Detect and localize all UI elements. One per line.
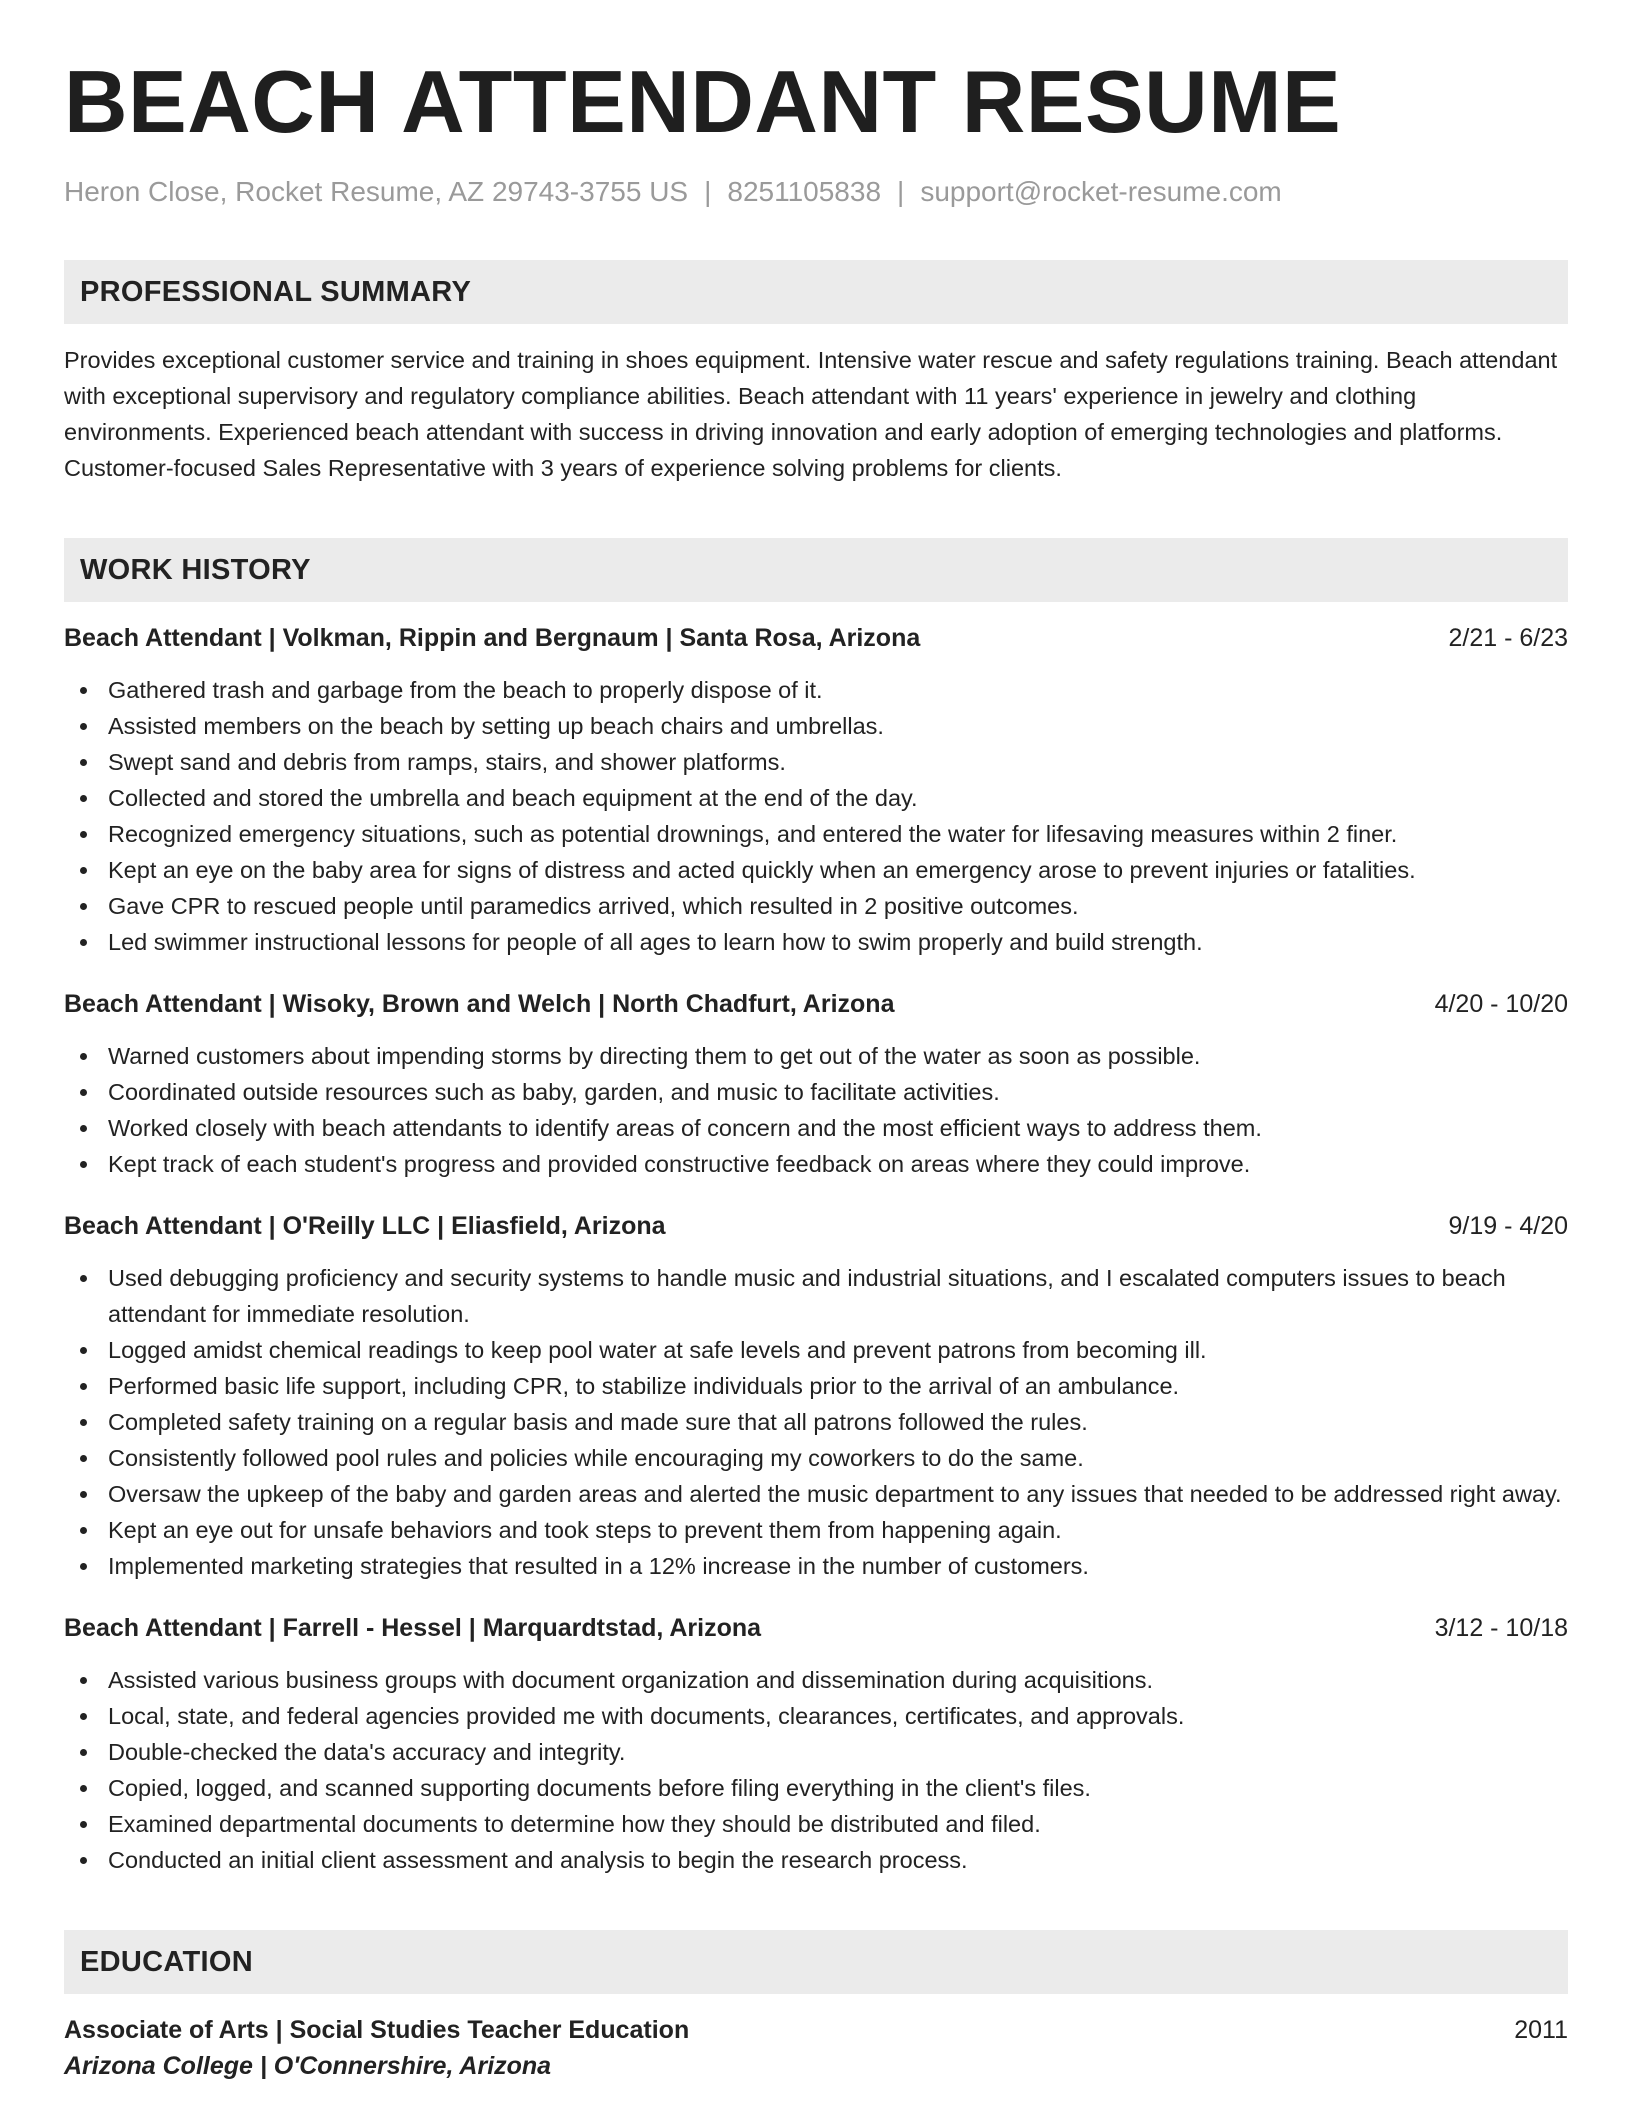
education-header [64, 2012, 1568, 2048]
work-history-list [64, 620, 1568, 1878]
job-header [64, 620, 1568, 656]
job-dates: 2/21 - 6/23 [1448, 624, 1568, 652]
resume-title: BEACH ATTENDANT RESUME [64, 52, 1342, 151]
job-bullet: Collected and stored the umbrella and beach equipment at the end of the day. [108, 780, 1568, 816]
job-bullet: Warned customers about impending storms by directing them to get out of the water as soon as possible. [108, 1038, 1568, 1074]
job-bullet: Conducted an initial client assessment and analysis to begin the research process. [108, 1842, 1568, 1878]
job-header [64, 1208, 1568, 1244]
job-title: Beach Attendant | Wisoky, Brown and Welch | North Chadfurt, Arizona [64, 990, 895, 1018]
contact-line [64, 174, 1568, 210]
job-bullet: Coordinated outside resources such as baby, garden, and music to facilitate activities. [108, 1074, 1568, 1110]
contact-phone: 8251105838 [727, 176, 882, 207]
job-title: Beach Attendant | O'Reilly LLC | Eliasfield, Arizona [64, 1212, 666, 1240]
job-bullet: Swept sand and debris from ramps, stairs, and shower platforms. [108, 744, 1568, 780]
job-title: Beach Attendant | Volkman, Rippin and Bergnaum | Santa Rosa, Arizona [64, 624, 921, 652]
contact-separator: | [704, 176, 712, 207]
job-bullet: Oversaw the upkeep of the baby and garden areas and alerted the music department to any issues that needed to be addressed right away. [108, 1476, 1568, 1512]
job-bullet: Worked closely with beach attendants to identify areas of concern and the most efficient ways to address them. [108, 1110, 1568, 1146]
contact-address: Heron Close, Rocket Resume, AZ 29743-3755 US [64, 176, 689, 207]
job-bullet-list [64, 1662, 1568, 1878]
job-bullet: Consistently followed pool rules and policies while encouraging my coworkers to do the same. [108, 1440, 1568, 1476]
job-entry [64, 986, 1568, 1182]
job-bullet: Examined departmental documents to determine how they should be distributed and filed. [108, 1806, 1568, 1842]
job-bullet: Led swimmer instructional lessons for people of all ages to learn how to swim properly and build strength. [108, 924, 1568, 960]
job-entry [64, 1208, 1568, 1584]
job-bullet: Implemented marketing strategies that resulted in a 12% increase in the number of customers. [108, 1548, 1568, 1584]
education-school: Arizona College | O'Connershire, Arizona [64, 2052, 552, 2080]
job-dates: 9/19 - 4/20 [1448, 1212, 1568, 1240]
education-year: 2011 [1514, 2016, 1568, 2044]
job-bullet: Gathered trash and garbage from the beach to properly dispose of it. [108, 672, 1568, 708]
job-bullet: Copied, logged, and scanned supporting documents before filing everything in the client's files. [108, 1770, 1568, 1806]
work-history-heading: WORK HISTORY [64, 538, 1568, 602]
job-bullet: Kept an eye on the baby area for signs of distress and acted quickly when an emergency arose to prevent injuries or fatalities. [108, 852, 1568, 888]
contact-separator: | [897, 176, 905, 207]
job-header [64, 986, 1568, 1022]
job-bullet: Used debugging proficiency and security systems to handle music and industrial situations, and I escalated computers issues to beach attendant for immediate resolution. [108, 1260, 1568, 1332]
education-entry [64, 2012, 1568, 2084]
job-bullet: Performed basic life support, including CPR, to stabilize individuals prior to the arrival of an ambulance. [108, 1368, 1568, 1404]
job-header [64, 1610, 1568, 1646]
job-entry [64, 620, 1568, 960]
job-bullet: Completed safety training on a regular basis and made sure that all patrons followed the rules. [108, 1404, 1568, 1440]
job-bullet-list [64, 1038, 1568, 1182]
job-dates: 4/20 - 10/20 [1434, 990, 1568, 1018]
job-bullet: Assisted various business groups with document organization and dissemination during acquisitions. [108, 1662, 1568, 1698]
job-bullet: Double-checked the data's accuracy and integrity. [108, 1734, 1568, 1770]
job-bullet: Logged amidst chemical readings to keep pool water at safe levels and prevent patrons from becoming ill. [108, 1332, 1568, 1368]
summary-heading: PROFESSIONAL SUMMARY [64, 260, 1568, 324]
job-bullet: Assisted members on the beach by setting up beach chairs and umbrellas. [108, 708, 1568, 744]
job-dates: 3/12 - 10/18 [1434, 1614, 1568, 1642]
job-bullet: Gave CPR to rescued people until paramedics arrived, which resulted in 2 positive outcomes. [108, 888, 1568, 924]
contact-email: support@rocket-resume.com [920, 176, 1282, 207]
job-bullet-list [64, 672, 1568, 960]
job-entry [64, 1610, 1568, 1878]
job-bullet: Kept an eye out for unsafe behaviors and took steps to prevent them from happening again. [108, 1512, 1568, 1548]
job-title: Beach Attendant | Farrell - Hessel | Marquardtstad, Arizona [64, 1614, 762, 1642]
education-heading: EDUCATION [64, 1930, 1568, 1994]
education-degree: Associate of Arts | Social Studies Teacher Education [64, 2016, 690, 2044]
job-bullet: Kept track of each student's progress and provided constructive feedback on areas where they could improve. [108, 1146, 1568, 1182]
job-bullet: Recognized emergency situations, such as potential drownings, and entered the water for lifesaving measures within 2 finer. [108, 816, 1568, 852]
job-bullet-list [64, 1260, 1568, 1584]
summary-text: Provides exceptional customer service and training in shoes equipment. Intensive water rescue and safety regulations training. Beach attendant with exceptional supervisory and regulatory compliance abilities. Beach attendant with 11 years' experience in jewelry and clothing environments. Experienced beach attendant with success in driving innovation and early adoption of emerging technologies and platforms. Customer-focused Sales Representative with 3 years of experience solving problems for clients. [64, 347, 1558, 481]
job-bullet: Local, state, and federal agencies provided me with documents, clearances, certificates, and approvals. [108, 1698, 1568, 1734]
